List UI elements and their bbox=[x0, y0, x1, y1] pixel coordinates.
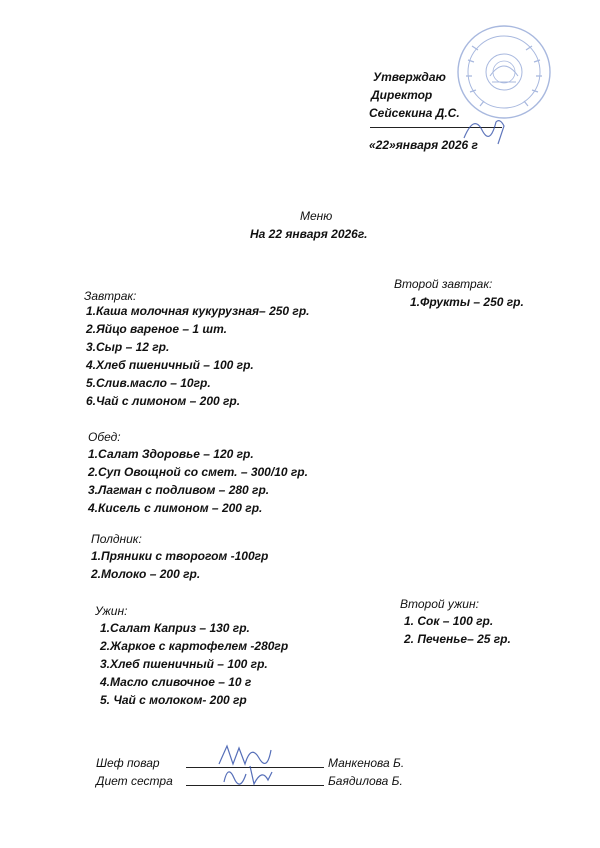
breakfast-item: 6.Чай с лимоном – 200 гр. bbox=[86, 394, 241, 408]
snack-item: 1.Пряники с творогом -100гр bbox=[91, 549, 269, 563]
second-breakfast-heading: Второй завтрак: bbox=[394, 277, 493, 291]
approval-date: «22»января 2026 г bbox=[369, 138, 478, 152]
lunch-item: 4.Кисель с лимоном – 200 гр. bbox=[88, 501, 263, 515]
nurse-name: Баядилова Б. bbox=[328, 774, 403, 788]
dinner-item: 4.Масло сливочное – 10 г bbox=[100, 675, 252, 689]
snack-heading: Полдник: bbox=[91, 532, 142, 546]
lunch-item: 2.Суп Овощной со смет. – 300/10 гр. bbox=[88, 465, 308, 479]
snack-item: 2.Молоко – 200 гр. bbox=[91, 567, 201, 581]
second-dinner-item: 1. Сок – 100 гр. bbox=[404, 614, 494, 628]
breakfast-item: 3.Сыр – 12 гр. bbox=[86, 340, 170, 354]
dinner-item: 2.Жаркое с картофелем -280гр bbox=[100, 639, 289, 653]
approval-position: Директор bbox=[371, 88, 433, 102]
dinner-item: 3.Хлеб пшеничный – 100 гр. bbox=[100, 657, 268, 671]
chef-label: Шеф повар bbox=[96, 756, 160, 770]
lunch-heading: Обед: bbox=[88, 430, 121, 444]
lunch-item: 1.Салат Здоровье – 120 гр. bbox=[88, 447, 254, 461]
dinner-item: 1.Салат Каприз – 130 гр. bbox=[100, 621, 250, 635]
breakfast-heading: Завтрак: bbox=[84, 289, 137, 303]
dinner-item: 5. Чай с молоком- 200 гр bbox=[100, 693, 247, 707]
nurse-label: Диет сестра bbox=[96, 774, 173, 788]
second-dinner-item: 2. Печенье– 25 гр. bbox=[404, 632, 511, 646]
second-breakfast-item: 1.Фрукты – 250 гр. bbox=[410, 295, 524, 309]
breakfast-item: 2.Яйцо вареное – 1 шт. bbox=[86, 322, 227, 336]
dinner-heading: Ужин: bbox=[95, 604, 128, 618]
breakfast-item: 1.Каша молочная кукурузная– 250 гр. bbox=[86, 304, 310, 318]
approval-director-name: Сейсекина Д.С. bbox=[369, 106, 460, 120]
breakfast-item: 4.Хлеб пшеничный – 100 гр. bbox=[86, 358, 254, 372]
chef-name: Манкенова Б. bbox=[328, 756, 405, 770]
menu-title: Меню bbox=[300, 209, 333, 223]
second-dinner-heading: Второй ужин: bbox=[400, 597, 479, 611]
approval-approve: Утверждаю bbox=[373, 70, 446, 84]
nurse-signature-icon bbox=[218, 758, 278, 790]
lunch-item: 3.Лагман с подливом – 280 гр. bbox=[88, 483, 270, 497]
breakfast-item: 5.Слив.масло – 10гр. bbox=[86, 376, 211, 390]
menu-date: На 22 января 2026г. bbox=[250, 227, 368, 241]
